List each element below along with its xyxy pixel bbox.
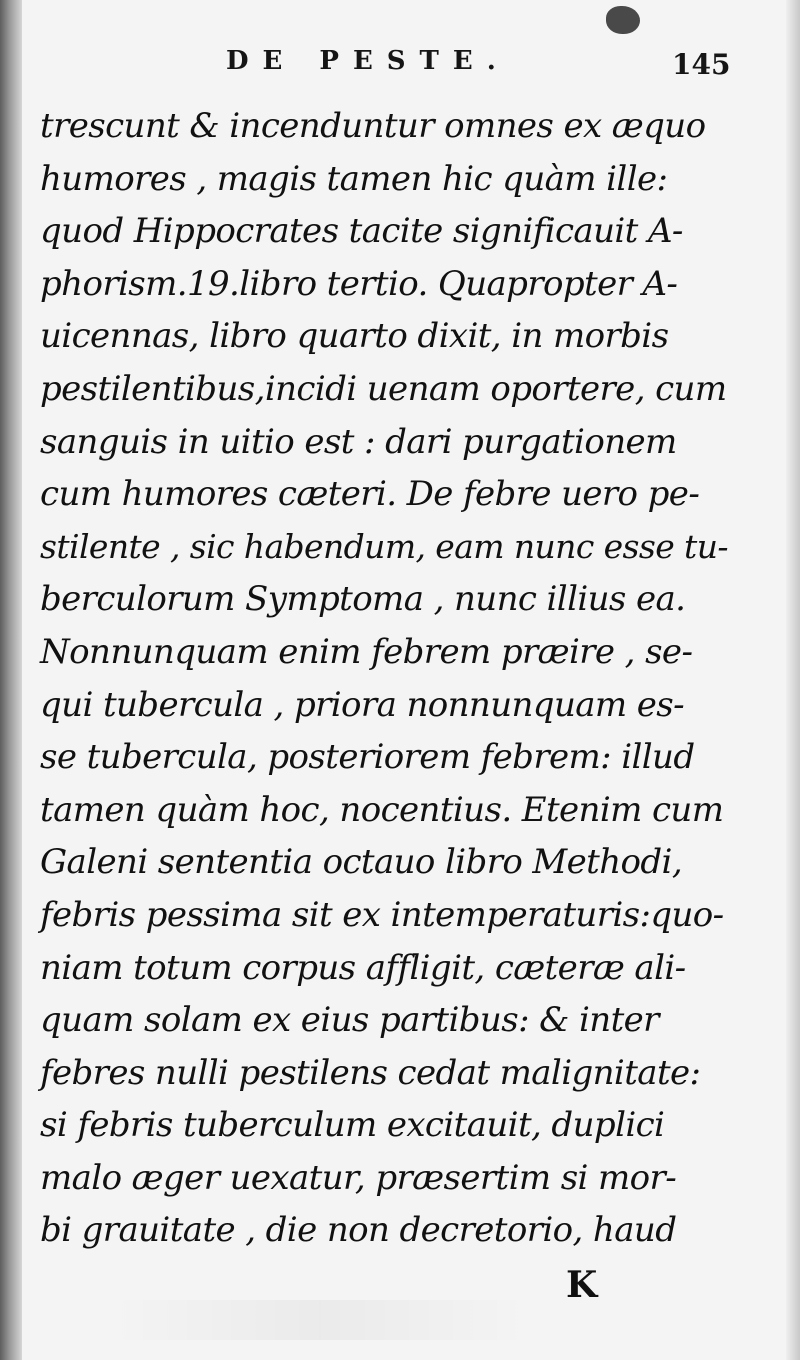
text-line: pestilentibus,incidi uenam oportere, cum <box>40 368 727 409</box>
text-line: cum humores cæteri. De febre uero pe- <box>40 474 700 515</box>
text-line: humores , magis tamen hic quàm ille: <box>40 158 668 199</box>
text-line: stilente , sic habendum, eam nunc esse tu- <box>40 526 728 566</box>
text-line: trescunt & incenduntur omnes ex æquo <box>40 106 706 146</box>
page-header <box>0 44 800 94</box>
binding-gutter <box>0 0 22 1360</box>
text-line: febres nulli pestilens cedat malignitate: <box>40 1052 701 1093</box>
text-line: quam solam ex eius partibus: & inter <box>40 1000 659 1041</box>
text-line: se tubercula, posteriorem febrem: illud <box>40 737 695 778</box>
text-line: Nonnunquam enim febrem præire , se- <box>40 631 693 672</box>
text-line: berculorum Symptoma , nunc illius ea. <box>40 579 686 620</box>
text-line: febris pessima sit ex intemperaturis:quo- <box>40 894 724 935</box>
running-head: DE PESTE. <box>226 46 510 76</box>
text-line: quod Hippocrates tacite significauit A- <box>40 211 683 252</box>
ink-blot <box>606 6 640 34</box>
text-line: malo æger uexatur, præsertim si mor- <box>40 1157 677 1198</box>
page-number: 145 <box>672 48 731 81</box>
text-line: qui tubercula , priora nonnunquam es- <box>40 684 685 725</box>
text-line: uicennas, libro quarto dixit, in morbis <box>40 316 669 357</box>
text-line: Galeni sententia octauo libro Methodi, <box>40 842 683 883</box>
text-line: sanguis in uitio est : dari purgationem <box>40 421 677 462</box>
text-line: bi grauitate , die non decretorio, haud <box>40 1210 677 1251</box>
text-line: niam totum corpus affligit, cæteræ ali- <box>40 947 686 988</box>
text-line: tamen quàm hoc, nocentius. Etenim cum <box>40 789 724 830</box>
show-through-shadow <box>110 1300 530 1340</box>
text-line: phorism.19.libro tertio. Quapropter A- <box>40 263 678 304</box>
signature-mark: K <box>566 1264 598 1306</box>
body-text <box>40 100 730 1257</box>
text-line: si febris tuberculum excitauit, duplici <box>40 1105 665 1146</box>
page-edge <box>786 0 800 1360</box>
